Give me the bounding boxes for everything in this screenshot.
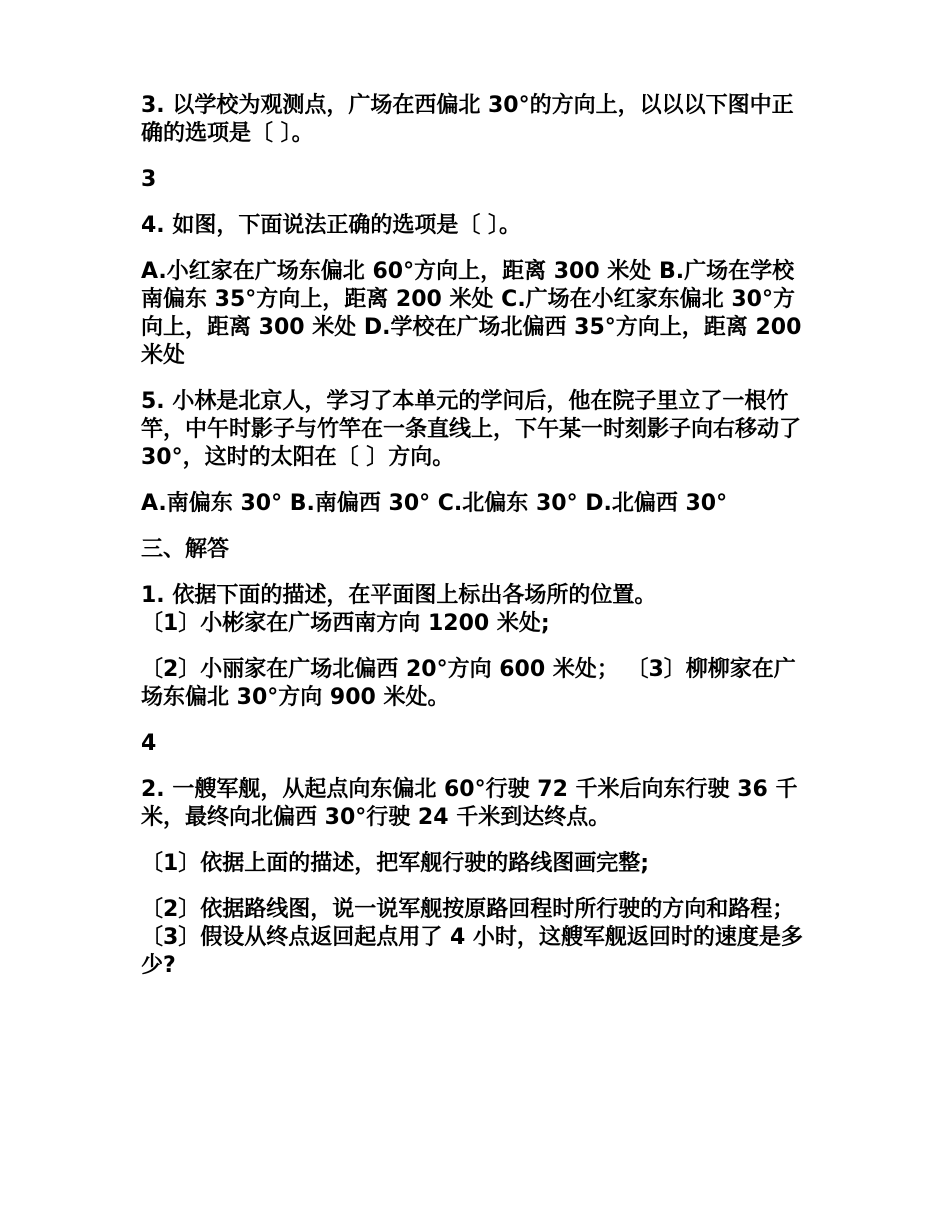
question-5-options: A.南偏东 30° B.南偏西 30° C.北偏东 30° D.北偏西 30° [141,491,728,516]
document-page [141,92,813,998]
answer-2-part1: 〔1〕依据上面的描述，把军舰行驶的路线图画完整; [141,851,650,876]
answer-2-text: 2. 一艘军舰，从起点向东偏北 60°行驶 72 千米后向东行驶 36 千米，最终向北偏西 30°行驶 24 千米到达终点。 [141,777,798,830]
question-4-text: 4. 如图，下面说法正确的选项是〔 〕。 [141,213,521,238]
figure-label-3: 3 [141,167,157,192]
question-5-text: 5. 小林是北京人，学习了本单元的学问后，他在院子里立了一根竹竿，中午时影子与竹竿在一条直线上，下午某一时刻影子向右移动了 30°，这时的太阳在〔 〕方向。 [141,389,802,470]
question-4-options: A.小红家在广场东偏北 60°方向上，距离 300 米处 B.广场在学校南偏东 35°方向上，距离 200 米处 C.广场在小红家东偏北 30°方向上，距离 300 米处 D.学校在广场北偏西 35°方向上，距离 200 米处 [141,259,802,368]
question-3-text: 3. 以学校为观测点，广场在西偏北 30°的方向上，以以以下图中正确的选项是〔 〕。 [141,93,794,146]
answer-2-part2: 〔2〕依据路线图，说一说军舰按原路回程时所行驶的方向和路程； 〔3〕假设从终点返回起点用了 4 小时，这艘军舰返回时的速度是多少? [141,897,803,978]
answer-1-line1: 1. 依据下面的描述，在平面图上标出各场所的位置。 [141,583,657,608]
section-heading-answers: 三、解答 [141,537,230,562]
figure-label-4: 4 [141,731,157,756]
answer-1-line3: 〔2〕小丽家在广场北偏西 20°方向 600 米处； 〔3〕柳柳家在广场东偏北 30°方向 900 米处。 [141,657,796,710]
answer-1-line2: 〔1〕小彬家在广场西南方向 1200 米处; [141,611,550,636]
